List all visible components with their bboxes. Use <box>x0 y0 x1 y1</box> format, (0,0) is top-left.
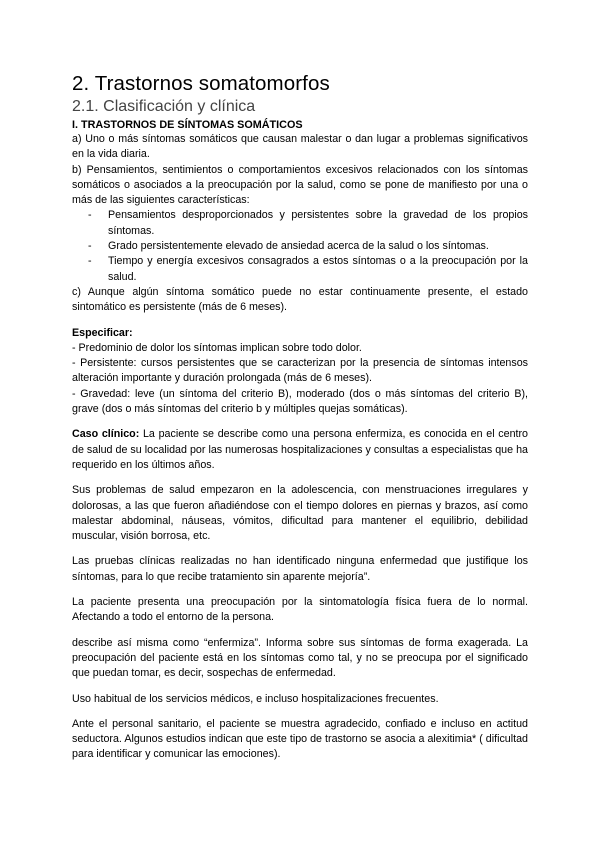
paragraph-medical-use: Uso habitual de los servicios médicos, e incluso hospitalizaciones frecuentes. <box>72 692 439 705</box>
specify-item-pain: - Predominio de dolor los síntomas implican sobre todo dolor. <box>72 341 362 354</box>
section-heading: I. TRASTORNOS DE SÍNTOMAS SOMÁTICOS <box>72 119 303 131</box>
list-item-text: Grado persistentemente elevado de ansiedad acerca de la salud o los síntomas. <box>108 240 489 253</box>
bullet-dash: - <box>88 240 92 253</box>
paragraph-self-description: describe así misma como “enfermiza”. Informa sobre sus síntomas de forma exagerada. La preocupación del paciente está en los síntomas como tal, y no se preocupa por el significado que puedan tomar, es decir, sospechas de enfermedad. <box>72 636 528 680</box>
paragraph-tests: Las pruebas clínicas realizadas no han identificado ninguna enfermedad que justifique los síntomas, para lo que recibe tratamiento sin aparente mejoría”. <box>72 555 528 583</box>
list-item <box>72 254 528 285</box>
page-subtitle: 2.1. Clasificación y clínica <box>72 98 256 115</box>
criterion-b: b) Pensamientos, sentimientos o comportamientos excesivos relacionados con los síntomas somáticos o asociados a la preocupación por la salud, como se pone de manifiesto por una o más de las siguientes características: <box>72 163 528 207</box>
paragraph-concern: La paciente presenta una preocupación por la sintomatología física fuera de lo normal. Afectando a todo el entorno de la persona. <box>72 596 528 624</box>
criterion-c: c) Aunque algún síntoma somático puede no estar continuamente presente, el estado sintomático es persistente (más de 6 meses). <box>72 285 528 314</box>
bullet-dash: - <box>88 209 92 222</box>
bullet-dash: - <box>88 255 92 268</box>
specify-heading <box>72 326 528 341</box>
criterion-b-list <box>72 208 528 284</box>
list-item <box>72 208 528 239</box>
specify-heading-text: Especificar: <box>72 326 133 339</box>
list-item-text: Tiempo y energía excesivos consagrados a estos síntomas o a la preocupación por la salud. <box>108 255 528 283</box>
paragraph-symptoms: Sus problemas de salud empezaron en la adolescencia, con menstruaciones irregulares y dolorosas, a las que fueron añadiéndose con el tiempo dolores en piernas y brazos, así como malestar abdominal, náuseas, vómitos, dificultad para mantener el equilibrio, debilidad muscular, visión borrosa, etc. <box>72 484 528 543</box>
criterion-a: a) Uno o más síntomas somáticos que causan malestar o dan lugar a problemas significativos en la vida diaria. <box>72 133 528 161</box>
paragraph-health-staff: Ante el personal sanitario, el paciente se muestra agradecido, confiado e incluso en actitud seductora. Algunos estudios indican que este tipo de trastorno se asocia a alexitimia* ( dificultad para identificar y comunicar las emociones). <box>72 717 528 761</box>
list-item <box>72 239 528 254</box>
case-label: Caso clínico: <box>72 428 140 441</box>
specify-item-persistent: - Persistente: cursos persistentes que se caracterizan por la presencia de síntomas intensos alteración importante y duración prolongada (más de 6 meses). <box>72 357 528 385</box>
page-title: 2. Trastornos somatomorfos <box>72 72 330 95</box>
specify-item-severity: - Gravedad: leve (un síntoma del criterio B), moderado (dos o más síntomas del criterio B), grave (dos o más síntomas del criterio b y múltiples quejas somáticas). <box>72 387 528 416</box>
case-text: La paciente se describe como una persona enfermiza, es conocida en el centro de salud de su localidad por las numerosas hospitalizaciones y consultas a especialistas que ha requerido en los últimos años. <box>72 428 528 471</box>
document-page <box>72 72 528 763</box>
list-item-text: Pensamientos desproporcionados y persistentes sobre la gravedad de los propios síntomas. <box>108 209 528 237</box>
case-paragraph <box>72 427 528 473</box>
